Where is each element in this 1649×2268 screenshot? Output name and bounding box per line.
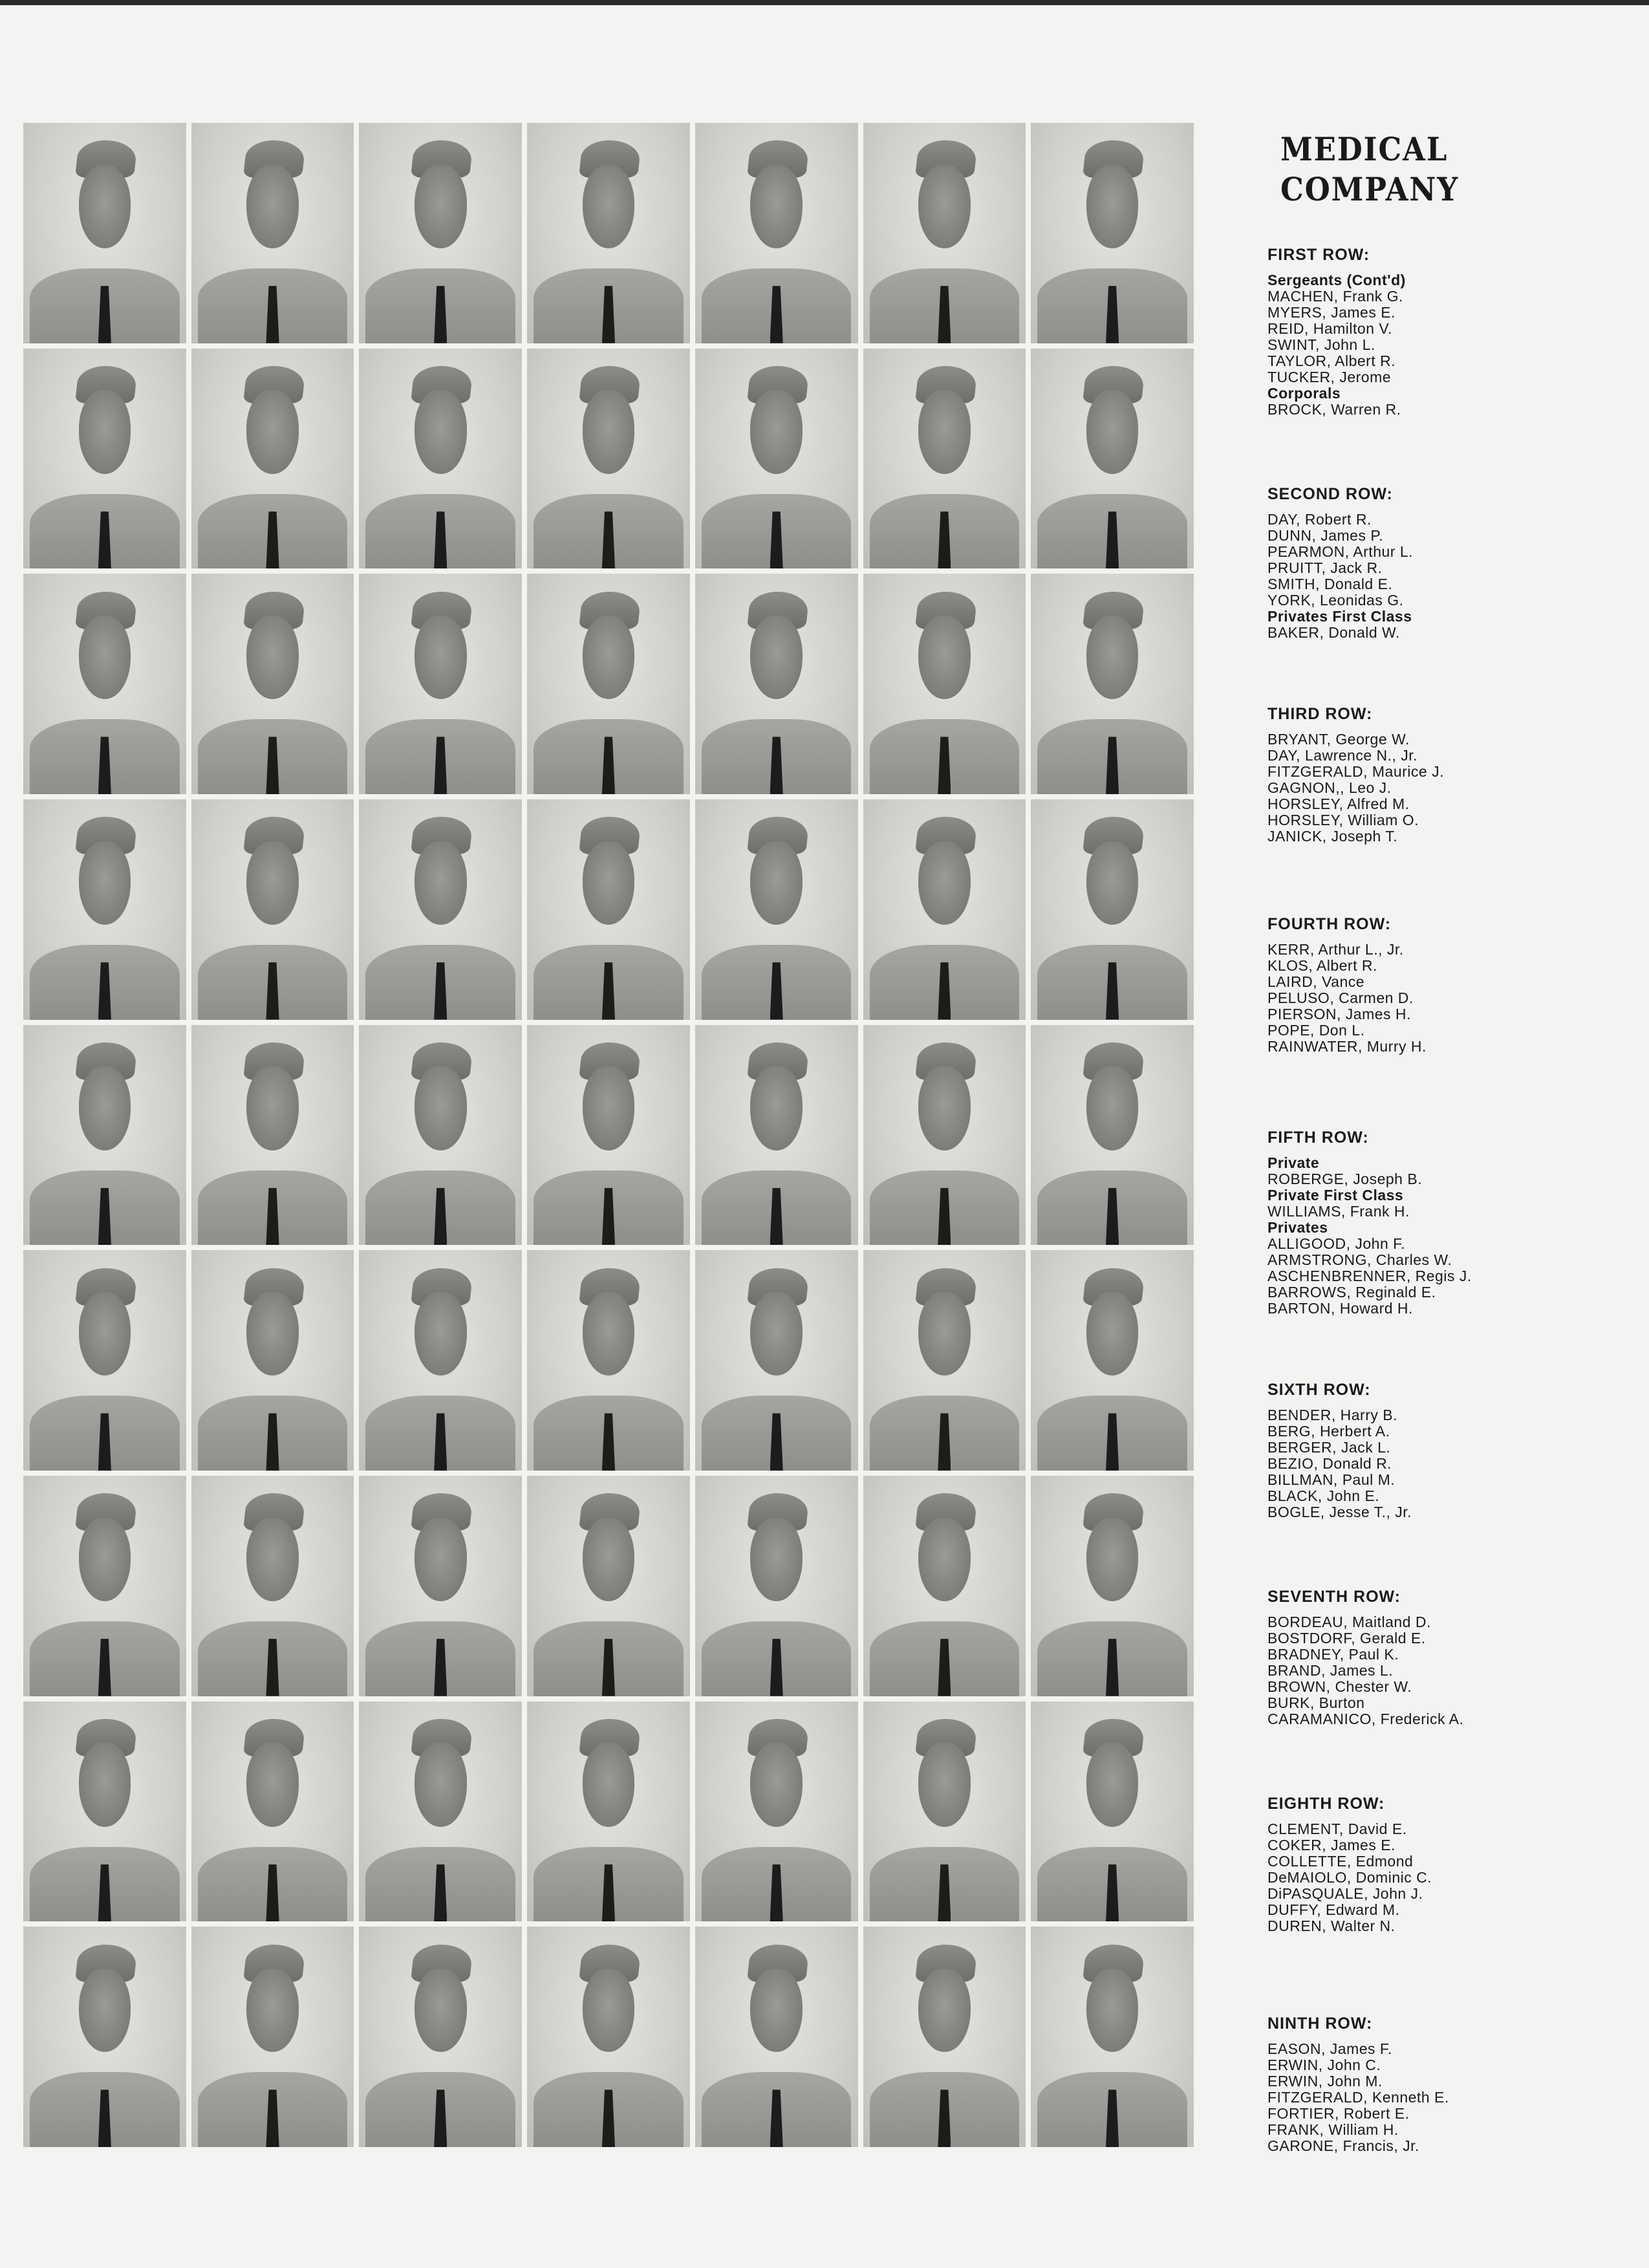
- row-heading: FOURTH ROW:: [1267, 915, 1392, 933]
- soldier-name: DiPASQUALE, John J.: [1267, 1885, 1423, 1902]
- portrait-photo: [695, 1701, 858, 1922]
- portrait-face: [79, 1292, 131, 1376]
- portrait-photo: [191, 1927, 354, 2147]
- portrait-face: [583, 1969, 635, 2052]
- rank-heading: Privates First Class: [1267, 608, 1412, 625]
- soldier-name: FITZGERALD, Maurice J.: [1267, 763, 1444, 780]
- portrait-face: [79, 1518, 131, 1601]
- portrait-photo: [23, 349, 186, 569]
- portrait-face: [246, 390, 299, 473]
- portrait-face: [415, 390, 467, 473]
- row-name-list: [1267, 731, 1552, 845]
- row-caption-block: [1267, 2014, 1552, 2154]
- row-name-list: [1267, 1155, 1552, 1317]
- soldier-name: SWINT, John L.: [1267, 336, 1375, 353]
- portrait-face: [1086, 1743, 1139, 1826]
- soldier-name: DUFFY, Edward M.: [1267, 1901, 1400, 1918]
- portrait-photo: [695, 349, 858, 569]
- row-caption-block: [1267, 705, 1552, 845]
- soldier-name: ALLIGOOD, John F.: [1267, 1235, 1406, 1252]
- portrait-face: [1086, 1292, 1139, 1376]
- soldier-name: BORDEAU, Maitland D.: [1267, 1614, 1431, 1630]
- portrait-photo: [1031, 574, 1194, 794]
- portrait-photo: [1031, 123, 1194, 343]
- page-top-edge: [0, 0, 1649, 5]
- portrait-photo: [863, 1701, 1026, 1922]
- soldier-name: COLLETTE, Edmond: [1267, 1853, 1414, 1870]
- soldier-name: DUNN, James P.: [1267, 527, 1384, 544]
- soldier-name: GAGNON,, Leo J.: [1267, 779, 1392, 796]
- row-caption-block: [1267, 1795, 1552, 1934]
- soldier-name: BILLMAN, Paul M.: [1267, 1471, 1396, 1488]
- portrait-face: [583, 1743, 635, 1826]
- soldier-name: KERR, Arthur L., Jr.: [1267, 941, 1404, 958]
- soldier-name: RAINWATER, Murry H.: [1267, 1038, 1427, 1055]
- row-heading: NINTH ROW:: [1267, 2014, 1373, 2033]
- portrait-face: [583, 616, 635, 699]
- row-caption-block: [1267, 1588, 1552, 1727]
- portrait-face: [79, 1743, 131, 1826]
- row-heading: SECOND ROW:: [1267, 485, 1393, 503]
- row-caption-block: [1267, 1129, 1552, 1317]
- portrait-photo: [191, 1025, 354, 1246]
- portrait-photo: [1031, 799, 1194, 1020]
- portrait-face: [583, 390, 635, 473]
- portrait-face: [1086, 1969, 1139, 2052]
- soldier-name: TUCKER, Jerome: [1267, 369, 1392, 385]
- rank-heading: Privates: [1267, 1219, 1328, 1236]
- portrait-face: [246, 1969, 299, 2052]
- soldier-name: BROCK, Warren R.: [1267, 401, 1401, 418]
- portrait-face: [246, 1518, 299, 1601]
- soldier-name: TAYLOR, Albert R.: [1267, 352, 1396, 369]
- portrait-face: [79, 1066, 131, 1150]
- portrait-photo: [359, 1476, 522, 1696]
- soldier-name: BOGLE, Jesse T., Jr.: [1267, 1504, 1412, 1520]
- soldier-name: BARTON, Howard H.: [1267, 1300, 1413, 1317]
- soldier-name: BRAND, James L.: [1267, 1662, 1394, 1679]
- portrait-photo: [527, 1025, 690, 1246]
- portrait-face: [918, 1743, 971, 1826]
- row-caption-block: [1267, 1381, 1552, 1520]
- soldier-name: POPE, Don L.: [1267, 1022, 1365, 1039]
- soldier-name: FRANK, William H.: [1267, 2121, 1399, 2138]
- row-caption-block: [1267, 485, 1552, 641]
- soldier-name: BROWN, Chester W.: [1267, 1678, 1412, 1695]
- portrait-face: [1086, 165, 1139, 248]
- portrait-photo: [863, 574, 1026, 794]
- soldier-name: KLOS, Albert R.: [1267, 957, 1377, 974]
- portrait-photo: [23, 123, 186, 343]
- soldier-name: YORK, Leonidas G.: [1267, 592, 1404, 609]
- portrait-face: [246, 1743, 299, 1826]
- soldier-name: WILLIAMS, Frank H.: [1267, 1203, 1410, 1220]
- page-title: [1280, 129, 1525, 210]
- portrait-photo: [863, 349, 1026, 569]
- portrait-face: [918, 1969, 971, 2052]
- soldier-name: BAKER, Donald W.: [1267, 624, 1400, 641]
- portrait-face: [246, 165, 299, 248]
- soldier-name: BOSTDORF, Gerald E.: [1267, 1630, 1426, 1647]
- soldier-name: DAY, Lawrence N., Jr.: [1267, 747, 1418, 764]
- portrait-face: [415, 1969, 467, 2052]
- row-heading: SIXTH ROW:: [1267, 1381, 1371, 1399]
- row-heading: THIRD ROW:: [1267, 705, 1373, 723]
- portrait-photo: [527, 1701, 690, 1922]
- portrait-photo: [1031, 1927, 1194, 2147]
- portrait-photo: [23, 1250, 186, 1471]
- rank-heading: Private: [1267, 1154, 1320, 1171]
- portrait-face: [583, 1066, 635, 1150]
- portrait-photo: [359, 1250, 522, 1471]
- portrait-photo: [191, 1250, 354, 1471]
- portrait-photo: [359, 1025, 522, 1246]
- portrait-face: [79, 841, 131, 925]
- row-caption-block: [1267, 915, 1552, 1055]
- soldier-name: FITZGERALD, Kenneth E.: [1267, 2089, 1449, 2106]
- portrait-face: [750, 1066, 803, 1150]
- portrait-photo: [191, 1701, 354, 1922]
- soldier-name: LAIRD, Vance: [1267, 973, 1365, 990]
- portrait-face: [246, 1292, 299, 1376]
- soldier-name: COKER, James E.: [1267, 1837, 1396, 1853]
- portrait-face: [415, 1066, 467, 1150]
- portrait-photo: [695, 799, 858, 1020]
- portrait-photo: [23, 1927, 186, 2147]
- soldier-name: DAY, Robert R.: [1267, 511, 1372, 528]
- soldier-name: FORTIER, Robert E.: [1267, 2105, 1410, 2122]
- portrait-photo: [359, 1927, 522, 2147]
- portrait-face: [583, 1518, 635, 1601]
- portrait-photo: [527, 349, 690, 569]
- portrait-face: [415, 1292, 467, 1376]
- portrait-face: [918, 1066, 971, 1150]
- portrait-photo: [863, 799, 1026, 1020]
- row-heading: FIRST ROW:: [1267, 246, 1370, 264]
- portrait-photo: [23, 574, 186, 794]
- row-name-list: [1267, 1407, 1552, 1520]
- portrait-photo: [527, 123, 690, 343]
- portrait-face: [583, 165, 635, 248]
- portrait-photo: [191, 574, 354, 794]
- portrait-face: [415, 1743, 467, 1826]
- portrait-face: [415, 841, 467, 925]
- row-name-list: [1267, 942, 1552, 1055]
- portrait-face: [918, 616, 971, 699]
- row-heading: EIGHTH ROW:: [1267, 1795, 1385, 1813]
- portrait-photo: [863, 1476, 1026, 1696]
- portrait-photo: [527, 1250, 690, 1471]
- portrait-face: [415, 165, 467, 248]
- soldier-name: ROBERGE, Joseph B.: [1267, 1171, 1423, 1187]
- soldier-name: PIERSON, James H.: [1267, 1006, 1411, 1022]
- soldier-name: BERG, Herbert A.: [1267, 1423, 1390, 1440]
- portrait-face: [583, 1292, 635, 1376]
- portrait-photo: [1031, 1250, 1194, 1471]
- portrait-face: [1086, 390, 1139, 473]
- portrait-photo: [695, 1250, 858, 1471]
- portrait-face: [246, 616, 299, 699]
- portrait-photo: [527, 1476, 690, 1696]
- soldier-name: EASON, James F.: [1267, 2040, 1392, 2057]
- soldier-name: PEARMON, Arthur L.: [1267, 543, 1414, 560]
- portrait-face: [415, 616, 467, 699]
- portrait-photo: [1031, 1476, 1194, 1696]
- row-heading: SEVENTH ROW:: [1267, 1588, 1401, 1606]
- portrait-face: [246, 1066, 299, 1150]
- portrait-face: [750, 1518, 803, 1601]
- portrait-face: [79, 1969, 131, 2052]
- soldier-name: HORSLEY, Alfred M.: [1267, 795, 1410, 812]
- soldier-name: ERWIN, John M.: [1267, 2073, 1383, 2090]
- portrait-photo: [23, 1701, 186, 1922]
- portrait-photo: [527, 1927, 690, 2147]
- portrait-face: [1086, 841, 1139, 925]
- portrait-face: [918, 841, 971, 925]
- soldier-name: ASCHENBRENNER, Regis J.: [1267, 1268, 1472, 1284]
- portrait-face: [918, 1292, 971, 1376]
- portrait-photo: [359, 1701, 522, 1922]
- portrait-face: [415, 1518, 467, 1601]
- soldier-name: PRUITT, Jack R.: [1267, 559, 1383, 576]
- portrait-photo: [1031, 1701, 1194, 1922]
- portrait-photo: [863, 1250, 1026, 1471]
- soldier-name: JANICK, Joseph T.: [1267, 828, 1398, 845]
- portrait-grid: [23, 123, 1194, 2147]
- title-line-2: COMPANY: [1280, 170, 1460, 208]
- soldier-name: BERGER, Jack L.: [1267, 1439, 1391, 1456]
- portrait-face: [918, 390, 971, 473]
- row-name-list: [1267, 2041, 1552, 2154]
- soldier-name: BLACK, John E.: [1267, 1487, 1380, 1504]
- portrait-face: [1086, 1066, 1139, 1150]
- portrait-face: [583, 841, 635, 925]
- portrait-photo: [191, 799, 354, 1020]
- portrait-face: [246, 841, 299, 925]
- portrait-photo: [359, 574, 522, 794]
- portrait-photo: [359, 349, 522, 569]
- portrait-face: [918, 165, 971, 248]
- soldier-name: ERWIN, John C.: [1267, 2057, 1381, 2073]
- portrait-face: [1086, 616, 1139, 699]
- portrait-photo: [695, 123, 858, 343]
- portrait-face: [750, 165, 803, 248]
- soldier-name: DeMAIOLO, Dominic C.: [1267, 1869, 1432, 1886]
- soldier-name: BURK, Burton: [1267, 1694, 1365, 1711]
- soldier-name: PELUSO, Carmen D.: [1267, 989, 1414, 1006]
- portrait-photo: [359, 123, 522, 343]
- soldier-name: GARONE, Francis, Jr.: [1267, 2137, 1419, 2154]
- portrait-photo: [695, 1927, 858, 2147]
- rank-heading: Sergeants (Cont'd): [1267, 272, 1406, 288]
- portrait-face: [750, 616, 803, 699]
- rank-heading: Corporals: [1267, 385, 1341, 402]
- portrait-photo: [863, 1927, 1026, 2147]
- soldier-name: HORSLEY, William O.: [1267, 812, 1419, 828]
- portrait-photo: [695, 1476, 858, 1696]
- soldier-name: BARROWS, Reginald E.: [1267, 1284, 1436, 1301]
- portrait-photo: [527, 574, 690, 794]
- portrait-photo: [191, 1476, 354, 1696]
- portrait-face: [918, 1518, 971, 1601]
- soldier-name: MYERS, James E.: [1267, 304, 1396, 321]
- portrait-photo: [23, 1476, 186, 1696]
- portrait-face: [79, 390, 131, 473]
- soldier-name: BEZIO, Donald R.: [1267, 1455, 1392, 1472]
- portrait-face: [79, 616, 131, 699]
- portrait-photo: [863, 123, 1026, 343]
- portrait-photo: [191, 349, 354, 569]
- portrait-photo: [1031, 349, 1194, 569]
- portrait-photo: [1031, 1025, 1194, 1246]
- portrait-face: [750, 1743, 803, 1826]
- portrait-photo: [863, 1025, 1026, 1246]
- portrait-face: [750, 1292, 803, 1376]
- soldier-name: CARAMANICO, Frederick A.: [1267, 1711, 1464, 1727]
- portrait-photo: [359, 799, 522, 1020]
- portrait-photo: [695, 1025, 858, 1246]
- portrait-face: [79, 165, 131, 248]
- soldier-name: BRYANT, George W.: [1267, 731, 1410, 748]
- soldier-name: CLEMENT, David E.: [1267, 1820, 1407, 1837]
- row-name-list: [1267, 1614, 1552, 1727]
- soldier-name: BRADNEY, Paul K.: [1267, 1646, 1399, 1663]
- portrait-photo: [23, 1025, 186, 1246]
- caption-column: [1267, 129, 1552, 2154]
- portrait-face: [750, 390, 803, 473]
- portrait-photo: [695, 574, 858, 794]
- row-name-list: [1267, 1821, 1552, 1934]
- rank-heading: Private First Class: [1267, 1187, 1404, 1204]
- portrait-photo: [527, 799, 690, 1020]
- soldier-name: BENDER, Harry B.: [1267, 1407, 1397, 1423]
- portrait-face: [750, 1969, 803, 2052]
- portrait-face: [750, 841, 803, 925]
- soldier-name: MACHEN, Frank G.: [1267, 288, 1403, 305]
- row-name-list: [1267, 272, 1552, 418]
- soldier-name: ARMSTRONG, Charles W.: [1267, 1251, 1452, 1268]
- soldier-name: REID, Hamilton V.: [1267, 320, 1392, 337]
- row-heading: FIFTH ROW:: [1267, 1129, 1369, 1147]
- title-line-1: MEDICAL: [1280, 130, 1449, 168]
- soldier-name: SMITH, Donald E.: [1267, 576, 1393, 592]
- row-caption-block: [1267, 246, 1552, 418]
- portrait-photo: [23, 799, 186, 1020]
- row-name-list: [1267, 512, 1552, 641]
- portrait-photo: [191, 123, 354, 343]
- portrait-face: [1086, 1518, 1139, 1601]
- soldier-name: DUREN, Walter N.: [1267, 1917, 1396, 1934]
